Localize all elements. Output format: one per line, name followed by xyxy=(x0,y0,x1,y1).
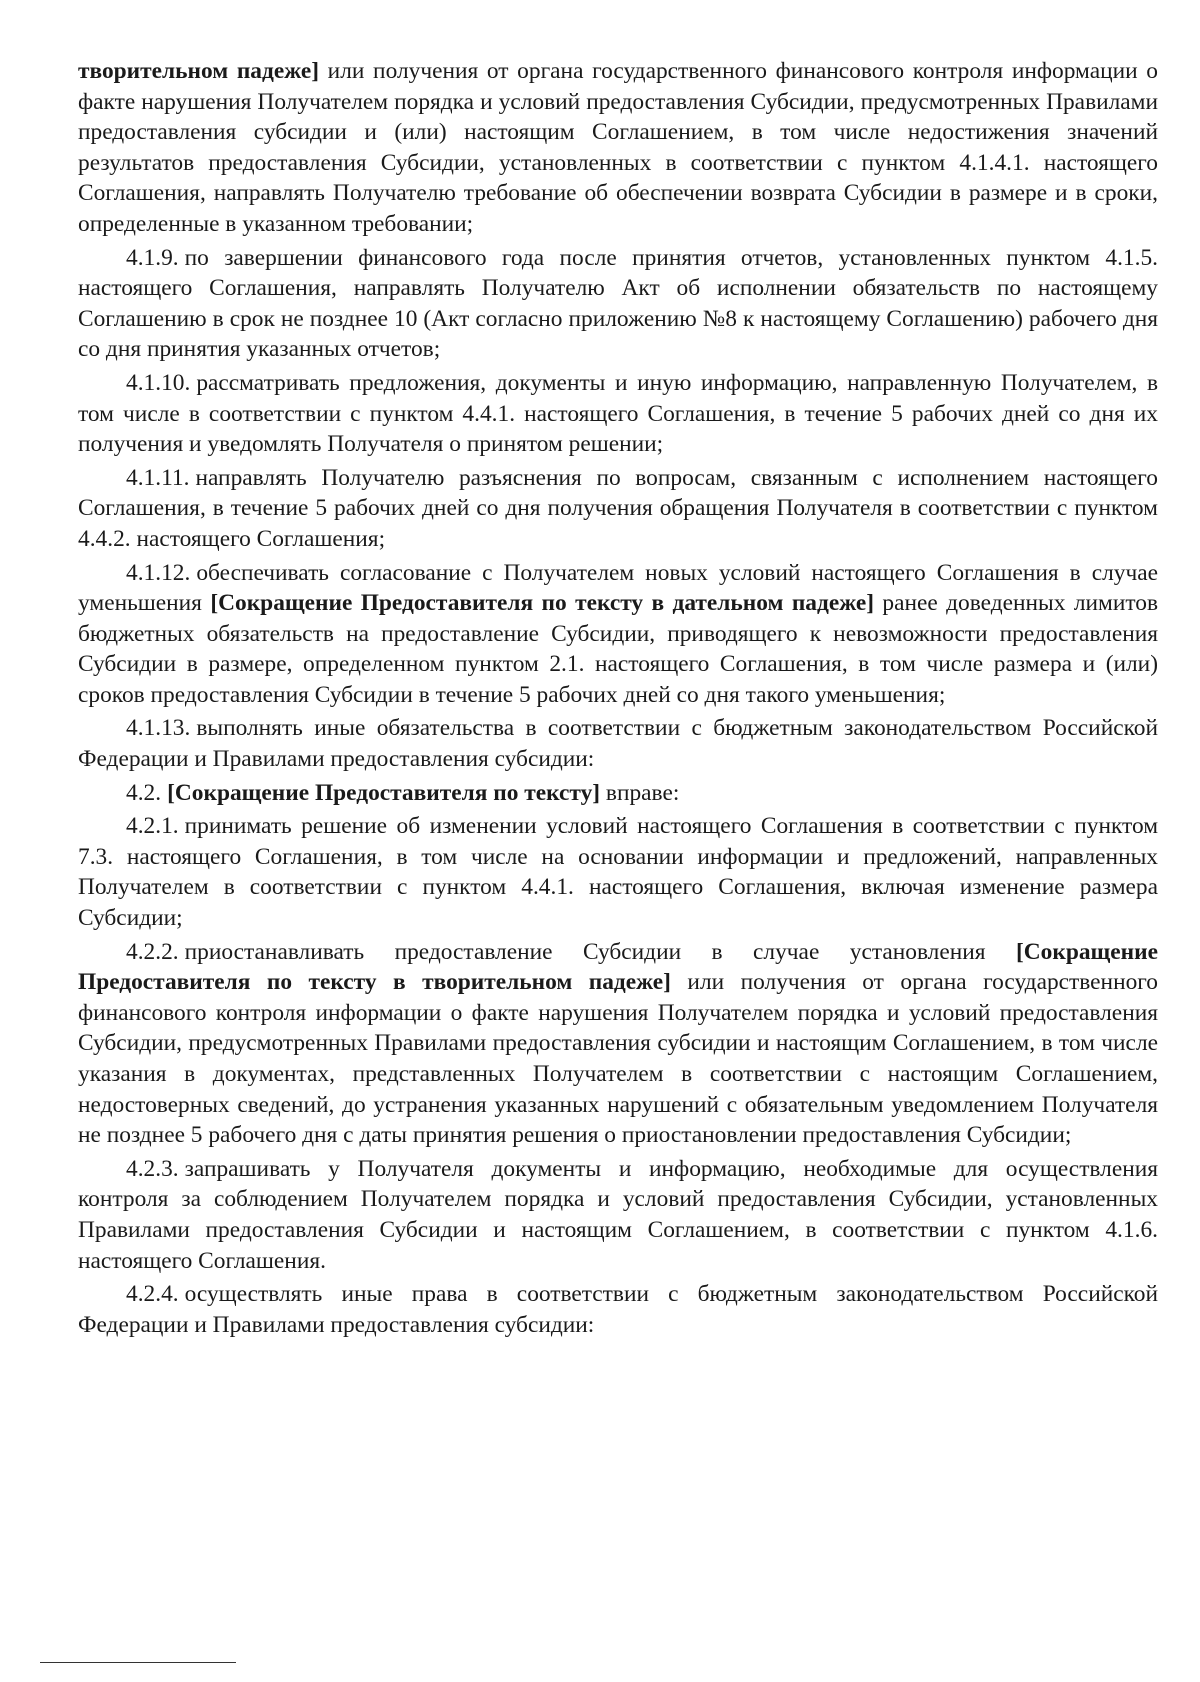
clause-number: 4.2.2. xyxy=(126,938,179,965)
paragraph-4-1-13 xyxy=(78,713,1158,774)
paragraph-4-1-12 xyxy=(78,558,1158,711)
placeholder-text: [Сокращение Предоставителя по тексту в дательном падеже] xyxy=(210,590,875,617)
paragraph-4-1-11 xyxy=(78,463,1158,555)
clause-number: 4.1.12. xyxy=(126,559,191,586)
paragraph-text: ранее доведенных лимитов бюджетных обязательств на предоставление Субсидии, приводящего к невозможности предоставления Субсидии в размере, определенном пунктом 2.1. настоящего Соглашения, в том числе размера и (или) сроков предоставления Субсидии в течение 5 рабочих дней со дня такого уменьшения; xyxy=(78,590,1158,708)
paragraph-4-1-10 xyxy=(78,368,1158,460)
paragraph-text: вправе: xyxy=(600,779,680,806)
clause-number: 4.1.9. xyxy=(126,244,179,271)
clause-number: 4.1.11. xyxy=(126,464,190,491)
paragraph-4-2 xyxy=(78,778,1158,809)
paragraph-4-1-9 xyxy=(78,243,1158,365)
clause-number: 4.2.4. xyxy=(126,1281,179,1308)
clause-number: 4.1.10. xyxy=(126,369,191,396)
paragraph-text: запрашивать у Получателя документы и информацию, необходимые для осуществления контроля за соблюдением Получателем порядка и условий предоставления Субсидии, установленных Правилами предоставления Субсидии и настоящим Соглашением, в соответствии с пунктом 4.1.6. настоящего Соглашения. xyxy=(78,1155,1158,1274)
clause-number: 4.2.3. xyxy=(126,1155,179,1182)
clause-number: 4.2.1. xyxy=(126,813,179,840)
paragraph-text: по завершении финансового года после принятия отчетов, установленных пунктом 4.1.5. настоящего Соглашения, направлять Получателю Акт об исполнении обязательств по настоящему Соглашению в срок не позднее 10 (Акт согласно приложению №8 к настоящему Соглашению) рабочего дня со дня принятия указанных отчетов; xyxy=(78,244,1158,363)
paragraph-4-2-4 xyxy=(78,1279,1158,1340)
paragraph-text: или получения от органа государственного финансового контроля информации о факте нарушения Получателем порядка и условий предоставления Субсидии, предусмотренных Правилами предоставления субсидии и настоящим Соглашением, в том числе указания в документах, представленных Получателем в соответствии с настоящим Соглашением, недостоверных сведений, до устранения указанных нарушений с обязательным уведомлением Получателя не позднее 5 рабочего дня с даты принятия решения о приостановлении предоставления Субсидии; xyxy=(78,969,1158,1149)
paragraph-continuation xyxy=(78,56,1158,240)
paragraph-text: осуществлять иные права в соответствии с бюджетным законодательством Российской Федерации и Правилами предоставления субсидии: xyxy=(78,1281,1158,1338)
clause-number: 4.1.13. xyxy=(126,715,191,742)
paragraph-text: направлять Получателю разъяснения по вопросам, связанным с исполнением настоящего Соглашения, в течение 5 рабочих дней со дня получения обращения Получателя в соответствии с пунктом 4.4.2. настоящего Соглашения; xyxy=(78,464,1158,552)
placeholder-text: [Сокращение Предоставителя по тексту] xyxy=(167,779,601,806)
clause-number: 4.2. xyxy=(126,779,162,806)
footnote-separator-line xyxy=(40,1662,236,1663)
paragraph-text: или получения от органа государственного финансового контроля информации о факте нарушения Получателем порядка и условий предоставления Субсидии, предусмотренных Правилами предоставления субсидии и (или) настоящим Соглашением, в том числе недостижения значений результатов предоставления Субсидии, установленных в соответствии с пунктом 4.1.4.1. настоящего Соглашения, направлять Получателю требование об обеспечении возврата Субсидии в размере и в сроки, определенные в указанном требовании; xyxy=(78,58,1158,237)
placeholder-text: творительном падеже] xyxy=(78,58,320,84)
paragraph-text: приостанавливать предоставление Субсидии в случае установления xyxy=(184,938,1016,965)
paragraph-text: принимать решение об изменении условий настоящего Соглашения в соответствии с пунктом 7.3. настоящего Соглашения, в том числе на основании информации и предложений, направленных Получателем в соответствии с пунктом 4.4.1. настоящего Соглашения, включая изменение размера Субсидии; xyxy=(78,813,1158,932)
paragraph-text: выполнять иные обязательства в соответствии с бюджетным законодательством Российской Федерации и Правилами предоставления субсидии: xyxy=(78,715,1158,773)
document-body xyxy=(78,56,1158,1343)
placeholder-text: [Сокращение Предоставителя по тексту в творительном падеже] xyxy=(78,938,1158,996)
paragraph-text: рассматривать предложения, документы и иную информацию, направленную Получателем, в том числе в соответствии с пунктом 4.4.1. настоящего Соглашения, в течение 5 рабочих дней со дня их получения и уведомлять Получателя о принятом решении; xyxy=(78,369,1158,458)
paragraph-4-2-1 xyxy=(78,811,1158,933)
paragraph-text: обеспечивать согласование с Получателем новых условий настоящего Соглашения в случае уменьшения xyxy=(78,559,1158,617)
paragraph-4-2-2 xyxy=(78,937,1158,1151)
paragraph-4-2-3 xyxy=(78,1154,1158,1276)
